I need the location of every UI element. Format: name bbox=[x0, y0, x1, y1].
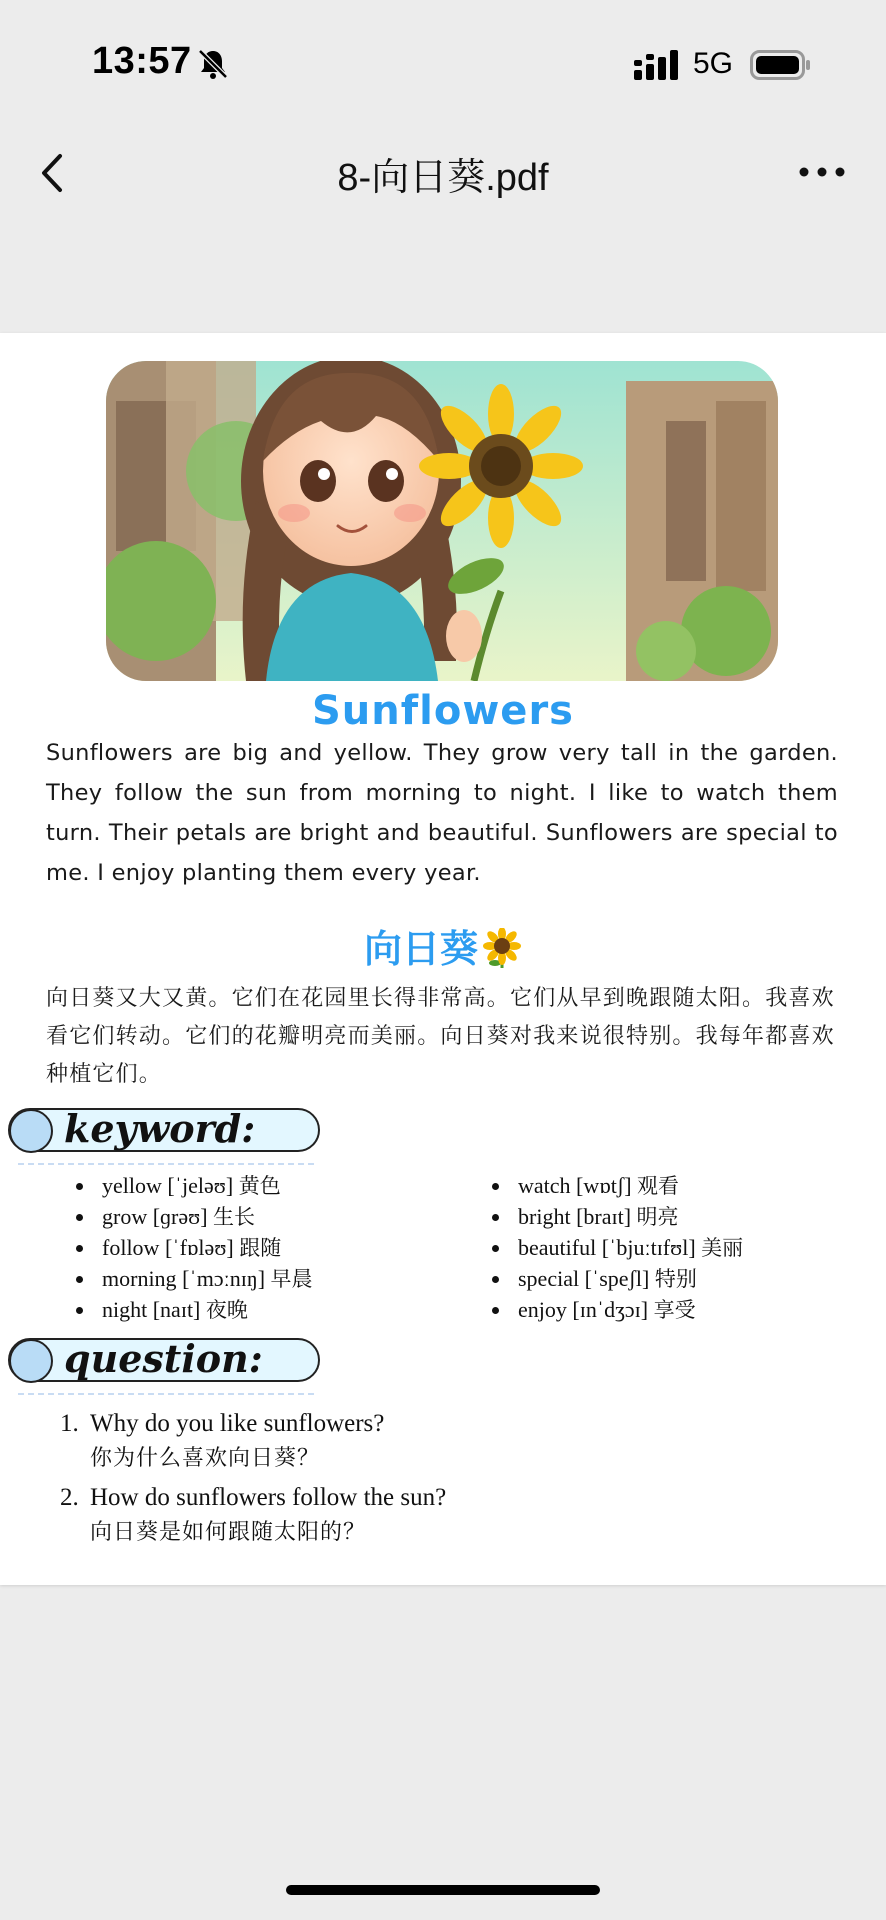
question-line bbox=[60, 1481, 446, 1515]
keyword-item bbox=[486, 1201, 743, 1232]
question-chinese: 向日葵是如何跟随太阳的？ bbox=[90, 1520, 367, 1545]
keyword-translation: 特别 bbox=[654, 1267, 697, 1291]
keyword-item bbox=[70, 1232, 313, 1263]
bell-muted-icon bbox=[196, 47, 230, 81]
keyword-phonetic: [ˈmɔːnɪŋ] bbox=[182, 1266, 266, 1291]
keyword-translation: 美丽 bbox=[701, 1236, 744, 1260]
signal-icon bbox=[634, 50, 682, 80]
keyword-heading-pill bbox=[8, 1108, 320, 1152]
keyword-item bbox=[70, 1294, 313, 1325]
pdf-page[interactable] bbox=[0, 333, 886, 1585]
keyword-phonetic: [ˈfɒləʊ] bbox=[164, 1235, 234, 1260]
title-chinese-text: 向日葵 bbox=[363, 927, 478, 971]
keyword-translation: 黄色 bbox=[238, 1174, 281, 1198]
keyword-word: bright bbox=[518, 1204, 571, 1229]
more-horizontal-icon bbox=[792, 150, 852, 194]
keyword-item bbox=[70, 1170, 313, 1201]
keyword-word: yellow bbox=[102, 1173, 162, 1198]
question-line bbox=[60, 1407, 446, 1441]
keyword-word: beautiful bbox=[518, 1235, 597, 1260]
question-chinese: 你为什么喜欢向日葵？ bbox=[90, 1446, 321, 1471]
keyword-word: special bbox=[518, 1266, 580, 1291]
keyword-item bbox=[486, 1232, 743, 1263]
keyword-translation: 观看 bbox=[637, 1174, 680, 1198]
keyword-translation: 夜晚 bbox=[205, 1298, 248, 1322]
girl-with-sunflower-illustration bbox=[106, 361, 778, 681]
dashed-divider bbox=[18, 1163, 314, 1165]
keyword-phonetic: [ɡrəʊ] bbox=[152, 1204, 208, 1229]
keyword-phonetic: [naɪt] bbox=[152, 1297, 201, 1322]
keyword-item bbox=[70, 1263, 313, 1294]
paragraph-chinese: 向日葵又大又黄。它们在花园里长得非常高。它们从早到晚跟随太阳。我喜欢看它们转动。它们的花瓣明亮而美丽。向日葵对我来说很特别。我每年都喜欢种植它们。 bbox=[46, 986, 835, 1087]
pill-circle-decoration bbox=[9, 1339, 53, 1383]
status-time: 13:57 bbox=[92, 40, 192, 82]
keyword-word: night bbox=[102, 1297, 148, 1322]
question-item bbox=[60, 1407, 446, 1477]
keyword-phonetic: [wɒtʃ] bbox=[576, 1173, 632, 1198]
keyword-translation: 明亮 bbox=[636, 1205, 679, 1229]
question-english: How do sunflowers follow the sun? bbox=[90, 1484, 447, 1511]
keyword-phonetic: [ˈjeləʊ] bbox=[167, 1173, 234, 1198]
keyword-item bbox=[486, 1170, 743, 1201]
keyword-word: grow bbox=[102, 1204, 148, 1229]
home-indicator[interactable] bbox=[286, 1885, 600, 1895]
network-label: 5G bbox=[693, 47, 734, 80]
paragraph-english: Sunflowers are big and yellow. They grow very tall in the garden. They follow the sun from morning to night. I like to watch them turn. Their petals are bright and beautiful. Sunflowers are special to me. I enjoy planting them every year. bbox=[46, 740, 838, 886]
keyword-word: enjoy bbox=[518, 1297, 567, 1322]
keyword-item bbox=[70, 1201, 313, 1232]
keyword-translation: 享受 bbox=[653, 1298, 696, 1322]
question-heading-pill bbox=[8, 1338, 320, 1382]
keyword-translation: 生长 bbox=[213, 1205, 256, 1229]
title-english: Sunflowers bbox=[312, 688, 574, 734]
keyword-list-right bbox=[486, 1170, 743, 1325]
keyword-list-left bbox=[70, 1170, 313, 1325]
more-options-button[interactable] bbox=[792, 150, 852, 194]
battery-icon bbox=[750, 50, 812, 80]
keyword-phonetic: [ˈspeʃl] bbox=[584, 1266, 650, 1291]
question-list bbox=[60, 1407, 446, 1555]
keyword-item bbox=[486, 1294, 743, 1325]
keyword-word: watch bbox=[518, 1173, 571, 1198]
status-bar bbox=[0, 0, 886, 130]
sunflower-icon bbox=[482, 928, 522, 968]
question-number: 2. bbox=[60, 1484, 79, 1511]
keyword-phonetic: [ɪnˈdʒɔɪ] bbox=[572, 1297, 649, 1322]
keyword-translation: 早晨 bbox=[270, 1267, 313, 1291]
nav-bar bbox=[0, 130, 886, 210]
keyword-word: follow bbox=[102, 1235, 160, 1260]
question-heading: question: bbox=[64, 1336, 263, 1381]
dashed-divider bbox=[18, 1393, 314, 1395]
pill-circle-decoration bbox=[9, 1109, 53, 1153]
keyword-heading: keyword: bbox=[64, 1106, 256, 1151]
title-chinese bbox=[0, 918, 886, 973]
document-title: 8-向日葵.pdf bbox=[337, 157, 549, 199]
keyword-phonetic: [braɪt] bbox=[576, 1204, 632, 1229]
question-number: 1. bbox=[60, 1410, 79, 1437]
keyword-item bbox=[486, 1263, 743, 1294]
question-english: Why do you like sunflowers? bbox=[90, 1410, 385, 1437]
keyword-word: morning bbox=[102, 1266, 177, 1291]
keyword-phonetic: [ˈbjuːtɪfʊl] bbox=[601, 1235, 696, 1260]
keyword-translation: 跟随 bbox=[239, 1236, 282, 1260]
question-item bbox=[60, 1481, 446, 1551]
